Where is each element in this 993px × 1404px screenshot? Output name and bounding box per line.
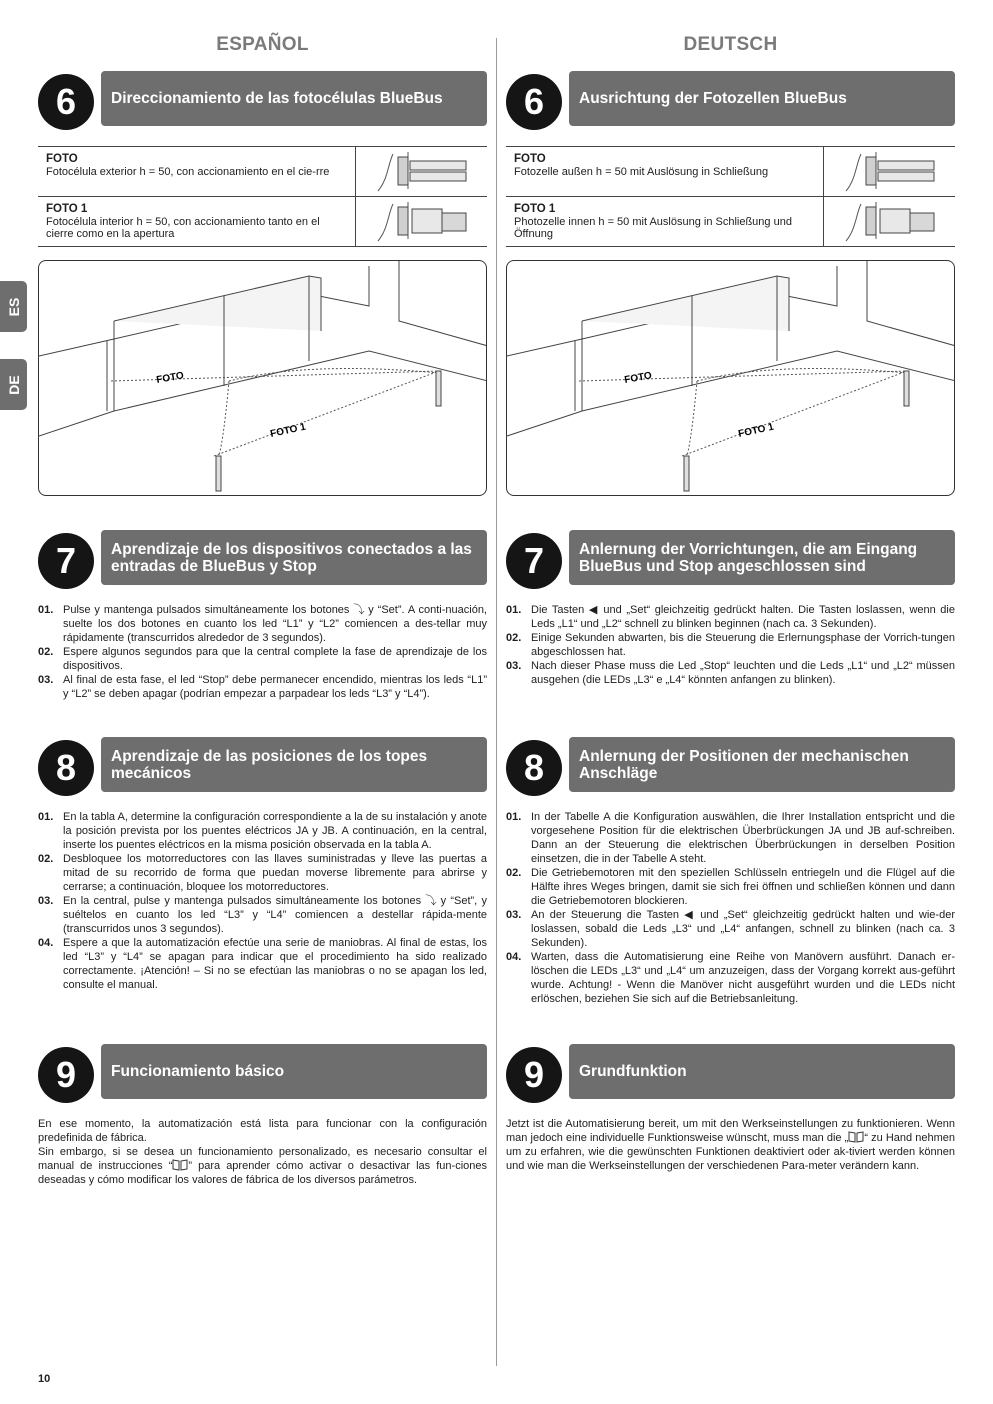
side-tab-de[interactable]: DE [0,359,27,410]
list-item: 03. Nach dieser Phase muss die Led „Stop“ leuchten und die Leds „L1“ und „L2“ müssen ausgehen (die LEDs „L3“ e „L4“ könnten anfangen zu blinken). [506,660,955,686]
photocell-outdoor-icon [368,149,478,194]
steps-list-7-es [38,603,487,701]
section-number: 8 [506,740,562,796]
steps-list-8-es [38,810,487,992]
steps-list-7-de [506,603,955,687]
list-item: 03. Al final de esta fase, el led “Stop” debe permanecer encendido, mientras los leds “L1” y “L2” se deben apagar (podrían empezar a parpadear los leds “L3” y “L4”). [38,674,487,700]
photocell-table-es [38,146,487,247]
section-title: Grundfunktion [569,1044,955,1099]
page-number: 10 [38,1373,51,1385]
table-row [38,197,487,247]
list-item: 02. Einige Sekunden abwarten, bis die Steuerung die Erlernungsphase der Vorrich-tungen abgeschlossen hat. [506,632,955,658]
list-item: 01. En la tabla A, determine la configuración correspondiente a la de su instalación y anote la posición prevista por los puentes eléctricos JA y JB. A continuación, en la central, inserte los puentes eléctricos en la misma posición observada en la tabla A. [38,811,487,851]
side-tab-es[interactable]: ES [0,281,27,332]
section-number: 9 [506,1047,562,1103]
section-number: 6 [38,74,94,130]
manual-book-icon [172,1159,188,1171]
section-number: 8 [38,740,94,796]
lang-title-de: DEUTSCH [683,34,778,55]
list-item: 02. Die Getriebemotoren mit den speziellen Schlüsseln entriegeln und die Flügel auf die Hälfte ihres Weges bringen, damit sie sich frei öffnen und schließen können und dann die Getriebemotoren blockieren. [506,867,955,907]
list-item: 03. An der Steuerung die Tasten ◀ und „Set“ gleichzeitig gedrückt halten und wie-der loslassen, sobald die Leds „L3“ und „L4“ anfangen, schnell zu blinken (nach ca. 3 Sekunden). [506,909,955,949]
scene-label-foto1: FOTO 1 [269,421,307,440]
section-title: Anlernung der Positionen der mechanischen Anschläge [569,737,955,792]
row-text: Photozelle innen h = 50 mit Auslösung in Schließung und Öffnung [514,215,792,240]
section-title: Aprendizaje de los dispositivos conectados a las entradas de BlueBus y Stop [101,530,487,585]
row-text: Fotozelle außen h = 50 mit Auslösung in Schließung [514,165,769,178]
table-row [38,147,487,197]
photocell-indoor-icon [368,199,478,244]
paragraph-9-es: En ese momento, la automatización está lista para funcionar con la configuración predefinida de fábrica. Sin embargo, si se desea un funcionamiento personalizado, es necesario consultar el manual de instrucciones “ ” para aprender cómo activar o desactivar las fun-ciones deseadas y cómo modificar los valores de fábrica de los diversos parámetros. [38,1118,487,1186]
table-row [506,147,955,197]
photocell-outdoor-icon [836,149,946,194]
photocell-scene-illustration [38,260,487,496]
section-number: 6 [506,74,562,130]
photocell-indoor-icon [836,199,946,244]
scene-label-foto: FOTO [623,370,653,386]
table-row [506,197,955,247]
section-number: 7 [506,533,562,589]
list-item: 03. En la central, pulse y mantenga pulsados simultáneamente los botones ⤵ y “Set”, y suéltelos en cuanto los led “L3” y “L4” comiencen a destellar rápida-mente (transcurridos unos 3 segundos). [38,895,487,935]
row-text: Fotocélula interior h = 50, con accionamiento tanto en el cierre como en la apertura [46,215,320,240]
section-number: 9 [38,1047,94,1103]
row-label: FOTO 1 [46,203,88,215]
steps-list-8-de [506,810,955,1006]
scene-label-foto: FOTO [155,370,185,386]
section-title: Direccionamiento de las fotocélulas BlueBus [101,71,487,126]
list-item: 04. Warten, dass die Automatisierung eine Reihe von Manövern ausführt. Danach er-löschen die LEDs „L3“ und „L4“ um anzuzeigen, dass der Vorgang korrekt aus-geführt wurde. Achtung! - Wenn die Manöver nicht ausgeführt wurden und die LEDs nicht erlöschen, beziehen Sie sich auf die Betriebsanleitung. [506,951,955,1005]
row-text: Fotocélula exterior h = 50, con accionamiento en el cie-rre [46,165,330,178]
manual-book-icon [848,1131,864,1143]
photocell-scene-illustration [506,260,955,496]
column-divider [496,38,497,1366]
list-item: 01. Die Tasten ◀ und „Set“ gleichzeitig gedrückt halten. Die Tasten loslassen, wenn die Leds „L1“ und „L2“ schnell zu blinken beginnen (nach ca. 3 Sekunden). [506,604,955,630]
row-label: FOTO [514,153,546,165]
section-number: 7 [38,533,94,589]
paragraph-9-de: Jetzt ist die Automatisierung bereit, um mit den Werkseinstellungen zu funktionieren. Wenn man jedoch eine individuelle Funktionsweise wünscht, muss man die „ “ zu Hand nehmen um zu erfahren, wie die gewünschten Funktionen deaktiviert oder ak-tiviert werden können und wie man die Werkseinstellungen der verschiedenen Para-meter verändern kann. [506,1118,955,1172]
section-title: Funcionamiento básico [101,1044,487,1099]
row-label: FOTO [46,153,78,165]
section-title: Anlernung der Vorrichtungen, die am Eingang BlueBus und Stop angeschlossen sind [569,530,955,585]
row-label: FOTO 1 [514,203,556,215]
lang-title-es: ESPAÑOL [216,34,309,55]
list-item: 02. Espere algunos segundos para que la central complete la fase de aprendizaje de los dispositivos. [38,646,487,672]
scene-label-foto1: FOTO 1 [737,421,775,440]
list-item: 01. Pulse y mantenga pulsados simultáneamente los botones ⤵ y “Set”. A conti-nuación, suelte los dos botones en cuanto los led “L1” y “L2” comiencen a des-tellar muy rápidamente (transcurridos alrededor de 3 segundos). [38,604,487,644]
section-title: Ausrichtung der Fotozellen BlueBus [569,71,955,126]
list-item: 04. Espere a que la automatización efectúe una serie de maniobras. Al final de estas, los led “L3” y “L4” se apagan para indicar que el procedimiento ha sido realizado correctamente. ¡Atención! – Si no se efectúan las maniobras o no se apagan los led, consulte el manual. [38,937,487,991]
gate-scene-drawing [39,261,487,496]
photocell-table-de [506,146,955,247]
list-item: 01. In der Tabelle A die Konfiguration auswählen, die Ihrer Installation entspricht und die vorgesehene Position für die elektrischen Überbrückungen JA und JB auf-schreiben. Dann an der Steuerung die elektrischen Überbrückungen in derselben Position einsetzen, die in der Tabelle A steht. [506,811,955,865]
gate-scene-drawing [507,261,955,496]
list-item: 02. Desbloquee los motorreductores con las llaves suministradas y lleve las puertas a mitad de su recorrido de forma que puedan moverse libremente para abrirse y cerrarse; a continuación, bloquee los motorreductores. [38,853,487,893]
section-title: Aprendizaje de las posiciones de los topes mecánicos [101,737,487,792]
